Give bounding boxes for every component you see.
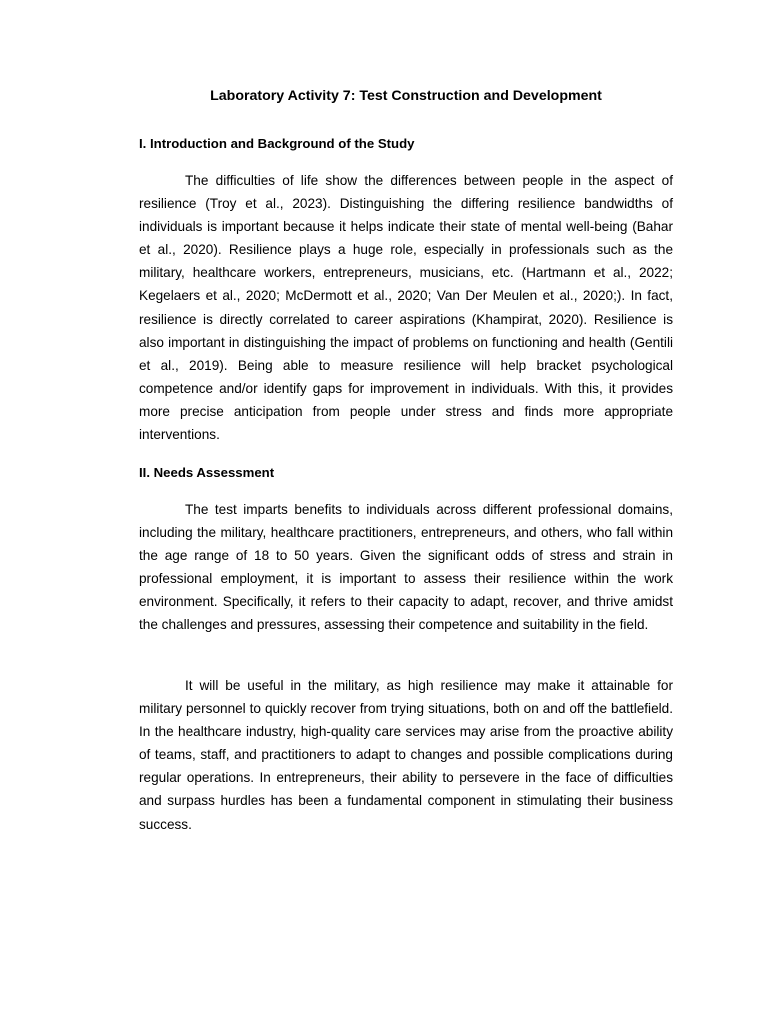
paragraph-introduction: The difficulties of life show the differences between people in the aspect of resilience (Troy et al., 2023). Distinguishing the differing resilience bandwidths of individuals is important because it helps indicate their state of mental well-being (Bahar et al., 2020). Resilience plays a huge role, especially in professionals such as the military, healthcare workers, entrepreneurs, musicians, etc. (Hartmann et al., 2022; Kegelaers et al., 2020; McDermott et al., 2020; Van Der Meulen et al., 2020;). In fact, resilience is directly correlated to career aspirations (Khampirat, 2020). Resilience is also important in distinguishing the impact of problems on functioning and health (Gentili et al., 2019). Being able to measure resilience will help bracket psychological competence and/or identify gaps for improvement in individuals. With this, it provides more precise anticipation from people under stress and finds more appropriate interventions. (139, 173, 673, 443)
section-heading-needs-assessment: II. Needs Assessment (139, 465, 275, 480)
document-title: Laboratory Activity 7: Test Construction and Development (210, 88, 602, 104)
paragraph-needs-assessment-1: The test imparts benefits to individuals across different professional domains, including the military, healthcare practitioners, entrepreneurs, and others, who fall within the age range of 18 to 50 years. Given the significant odds of stress and strain in professional employment, it is important to assess their resilience within the work environment. Specifically, it refers to their capacity to adapt, recover, and thrive amidst the challenges and pressures, assessing their competence and suitability in the field. (139, 502, 673, 633)
paragraph-needs-assessment-2: It will be useful in the military, as high resilience may make it attainable for military personnel to quickly recover from trying situations, both on and off the battlefield. In the healthcare industry, high-quality care services may arise from the proactive ability of teams, staff, and practitioners to adapt to changes and possible complications during regular operations. In entrepreneurs, their ability to persevere in the face of difficulties and surpass hurdles has been a fundamental component in stimulating their business success. (139, 678, 673, 832)
section-heading-introduction: I. Introduction and Background of the Study (139, 136, 415, 151)
